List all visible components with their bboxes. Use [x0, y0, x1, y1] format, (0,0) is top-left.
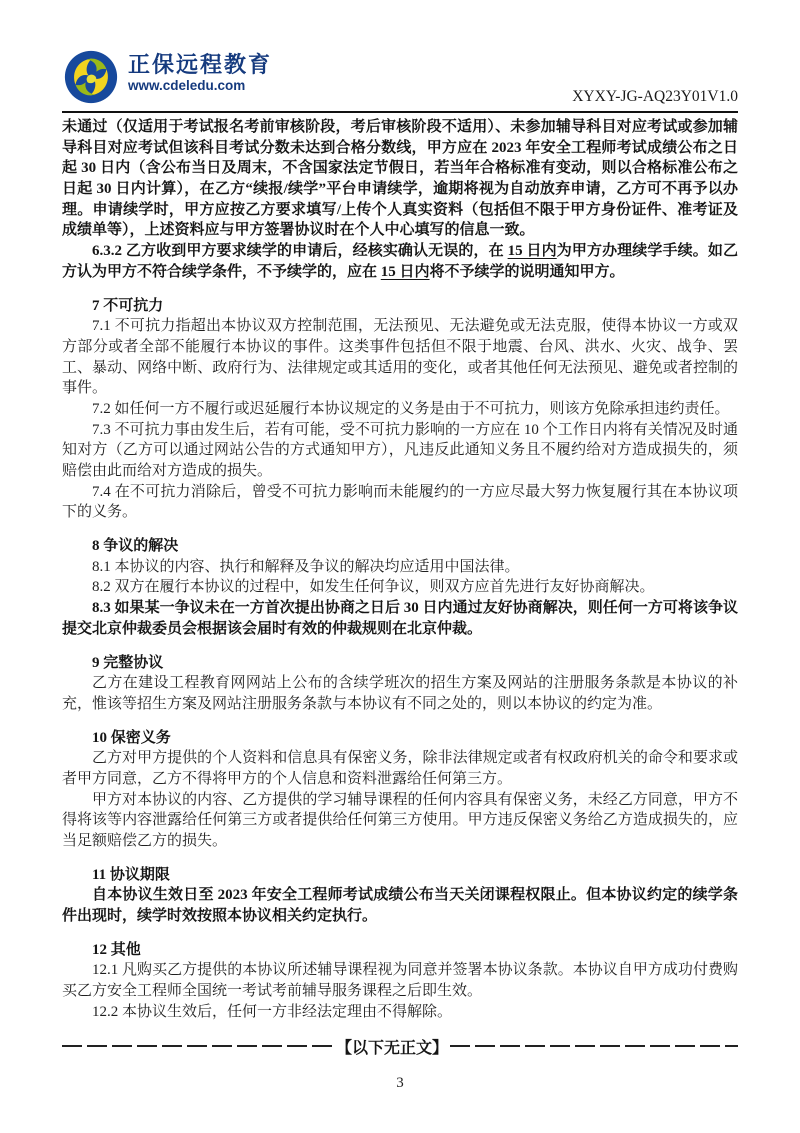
paragraph: 甲方对本协议的内容、乙方提供的学习辅导课程的任何内容具有保密义务，未经乙方同意，甲方不得将该等内容泄露给任何第三方或者提供给任何第三方使用。甲方违反保密义务给乙方造成损失的，应当足额赔偿乙方的损失。 — [62, 791, 738, 849]
section-heading: 11 协议期限 — [92, 866, 170, 883]
dash-line-right — [450, 1045, 738, 1047]
paragraph: 8.2 双方在履行本协议的过程中，如发生任何争议，则双方应首先进行友好协商解决。 — [92, 579, 655, 596]
brand-text — [128, 48, 272, 95]
paragraph: 12.2 本协议生效后，任何一方非经法定理由不得解除。 — [92, 1003, 453, 1020]
paragraph: 12.1 凡购买乙方提供的本协议所述辅导课程视为同意并签署本协议条款。本协议自甲方成功付费购买乙方安全工程师全国统一考试考前辅导服务课程之后即生效。 — [62, 962, 738, 1000]
brand-name: 正保远程教育 — [128, 52, 273, 77]
paragraph: 7.2 如任何一方不履行或迟延履行本协议规定的义务是由于不可抗力，则该方免除承担违约责任。 — [92, 400, 730, 417]
paragraph: 自本协议生效日至 2023 年安全工程师考试成绩公布当天关闭课程权限止。但本协议约定的续学条件出现时，续学时效按照本协议相关约定执行。 — [62, 887, 738, 925]
section-heading: 10 保密义务 — [92, 729, 171, 746]
paragraph: 8.3 如果某一争议未在一方首次提出协商之日后 30 日内通过友好协商解决，则任何一方可将该争议提交北京仲裁委员会根据该会届时有效的仲裁规则在北京仲裁。 — [62, 600, 738, 637]
swirl-globe-icon — [62, 48, 120, 106]
paragraph: 6.3.2 乙方收到甲方要求续学的申请后，经核实确认无误的，在 15 日内为甲方办理续学手续。如乙方认为甲方不符合续学条件，不予续学的，应在 15 日内将不予续学的说明通知甲方。 — [62, 243, 738, 280]
end-of-text-divider — [62, 1035, 738, 1058]
paragraph: 未通过（仅适用于考试报名考前审核阶段，考后审核阶段不适用）、未参加辅导科目对应考试或参加辅导科目对应考试但该科目考试分数未达到合格分数线，甲方应在 2023 年安全工程师考试成绩公布之日起 30 日内（含公布当日及周末，不含国家法定节假日，若当年合格标准有变动，则以合格标准公布之日起 30 日内计算），在乙方“续报/续学”平台申请续学，逾期将视为自动放弃申请，乙方可不再予以办理。申请续学时，甲方应按乙方要求填写/上传个人真实资料（包括但不限于甲方身份证件、准考证及成绩单等），上述资料应与甲方签署协议时在个人中心填写的信息一致。 — [62, 119, 738, 239]
end-of-text-label: 【以下无正文】 — [336, 1039, 449, 1057]
paragraph: 乙方对甲方提供的个人资料和信息具有保密义务，除非法律规定或者有权政府机关的命令和要求或者甲方同意，乙方不得将甲方的个人信息和资料泄露给任何第三方。 — [62, 750, 738, 787]
header-divider — [62, 111, 738, 113]
document-code: XYXY-JG-AQ23Y01V1.0 — [572, 88, 738, 105]
section-heading: 9 完整协议 — [92, 654, 164, 671]
document-body — [62, 117, 738, 1023]
section-heading: 12 其他 — [92, 941, 141, 958]
paragraph: 7.3 不可抗力事由发生后，若有可能，受不可抗力影响的一方应在 10 个工作日内将有关情况及时通知对方（乙方可以通过网站公告的方式通知甲方），凡违反此通知义务且不履约给对方造成损失的，须赔偿由此而给对方造成的损失。 — [62, 421, 738, 479]
paragraph: 7.1 不可抗力指超出本协议双方控制范围，无法预见、无法避免或无法克服，使得本协议一方或双方部分或者全部不能履行本协议的事件。这类事件包括但不限于地震、台风、洪水、火灾、战争、罢工、暴动、网络中断、政府行为、法律规定或其适用的变化，或者其他任何无法预见、避免或者控制的事件。 — [62, 318, 738, 397]
paragraph: 乙方在建设工程教育网网站上公布的含续学班次的招生方案及网站的注册服务条款是本协议的补充，惟该等招生方案及网站注册服务条款与本协议有不同之处的，则以本协议的约定为准。 — [62, 675, 738, 712]
section-heading: 8 争议的解决 — [92, 538, 179, 555]
dash-line-left — [62, 1045, 334, 1047]
page-header — [62, 48, 738, 106]
paragraph: 7.4 在不可抗力消除后，曾受不可抗力影响而未能履约的一方应尽最大努力恢复履行其在本协议项下的义务。 — [62, 483, 738, 521]
section-heading: 7 不可抗力 — [92, 297, 164, 314]
paragraph: 8.1 本协议的内容、执行和解释及争议的解决均应适用中国法律。 — [92, 558, 520, 575]
brand-url: www.cdeledu.com — [128, 78, 246, 94]
page-number: 3 — [396, 1074, 404, 1091]
